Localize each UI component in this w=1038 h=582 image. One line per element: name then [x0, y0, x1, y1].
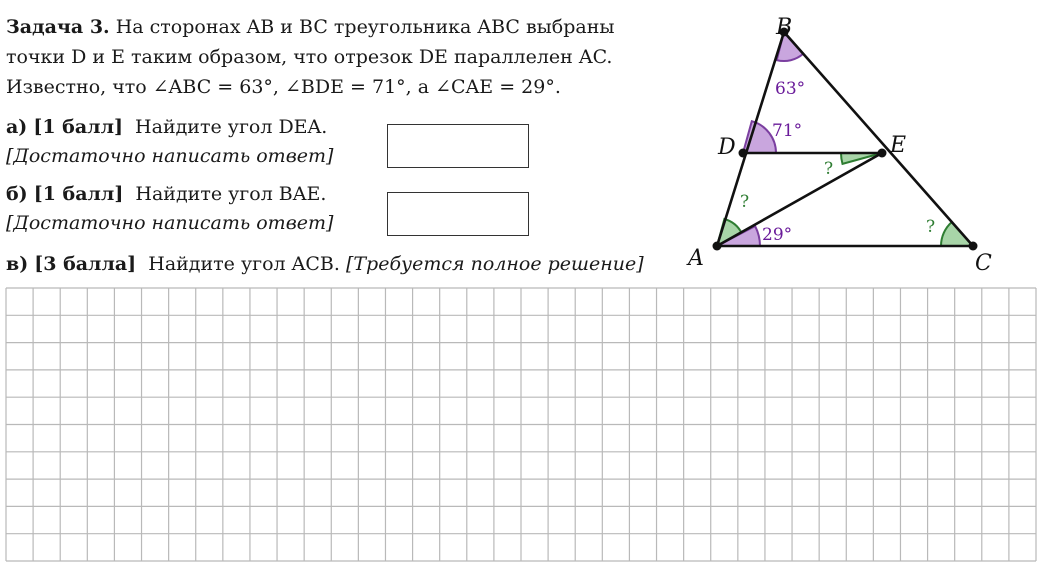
label-d: D [718, 135, 736, 160]
part-c-note: [Требуется полное решение] [345, 253, 644, 275]
part-b-text: Найдите угол BAE. [135, 183, 327, 205]
label-b: B [776, 15, 793, 40]
angle-dea-sector [841, 153, 882, 164]
angle-bae-question: ? [740, 192, 750, 212]
point-d [739, 149, 748, 158]
answer-box-b[interactable] [387, 192, 529, 236]
label-e: E [890, 133, 907, 158]
label-a: A [688, 246, 704, 271]
triangle-figure [676, 14, 1000, 284]
part-c-points: [3 балла] [34, 253, 137, 275]
point-c [969, 242, 978, 251]
angle-abc-value: 63° [775, 79, 806, 99]
angle-cae-value: 29° [762, 225, 793, 245]
point-a [713, 242, 722, 251]
angle-acb-question: ? [926, 217, 936, 237]
segment-bc [784, 32, 973, 246]
part-b-label: б) [6, 183, 28, 205]
part-a-text: Найдите угол DEA. [135, 116, 328, 138]
problem-line-2: точки D и E таким образом, что отрезок DE параллелен AC. [6, 46, 613, 68]
point-e [878, 149, 887, 158]
part-a-question [6, 116, 327, 138]
answer-grid[interactable] [5, 287, 1038, 564]
part-a-points: [1 балл] [33, 116, 123, 138]
part-a-label: а) [6, 116, 28, 138]
angle-bde-value: 71° [772, 121, 803, 141]
part-c-label: в) [6, 253, 29, 275]
answer-box-a[interactable] [387, 124, 529, 168]
problem-line-1 [6, 16, 615, 38]
angle-dea-question: ? [824, 159, 834, 179]
problem-line-3: Известно, что ∠ABC = 63°, ∠BDE = 71°, а ∠CAE = 29°. [6, 76, 561, 98]
part-b-points: [1 балл] [33, 183, 124, 205]
part-c-text: Найдите угол ACB. [148, 253, 340, 275]
part-c-question [6, 253, 644, 275]
part-b-note: [Достаточно написать ответ] [6, 212, 334, 234]
label-c: C [975, 251, 992, 276]
problem-text-1: На сторонах AB и BC треугольника ABC выбраны [109, 16, 615, 38]
part-a-note: [Достаточно написать ответ] [6, 145, 334, 167]
problem-title: Задача 3. [6, 16, 110, 38]
part-b-question [6, 183, 326, 205]
